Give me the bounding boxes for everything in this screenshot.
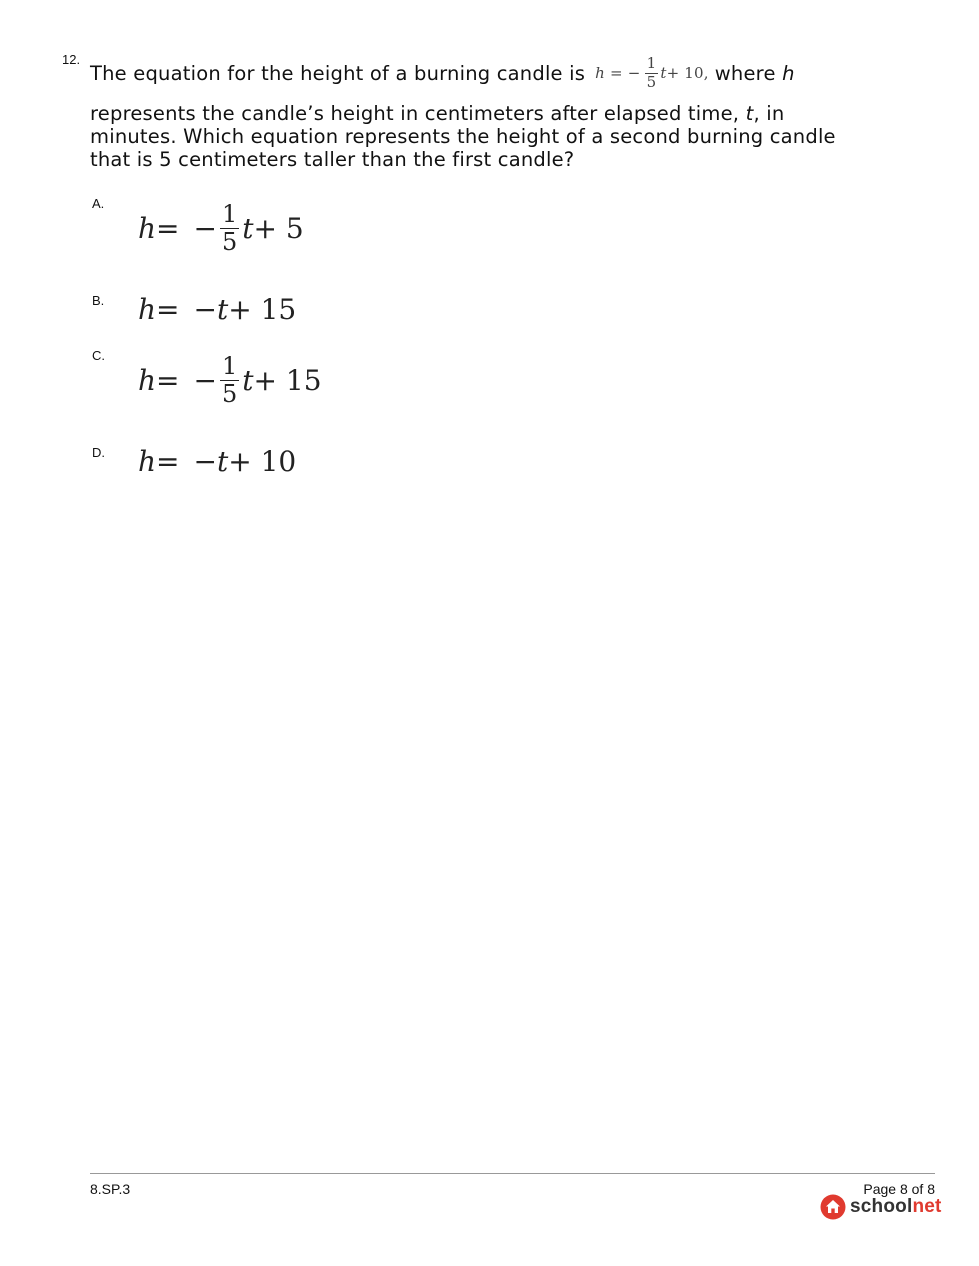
option-a-letter[interactable]: A. [92, 196, 105, 211]
stem-eq-denominator: 5 [646, 72, 657, 91]
stem-first-line [90, 53, 850, 91]
stem-eq-var: t [660, 63, 667, 82]
logo-text-net: net [912, 1196, 942, 1217]
logo-wordmark [850, 1196, 942, 1218]
footer-divider [90, 1173, 935, 1174]
option-a-lhs: h [138, 212, 157, 246]
option-a-var: t [242, 212, 254, 246]
stem-text-line2a: represents the candle’s height in centimeters after elapsed time, [90, 102, 740, 125]
option-c-fraction [220, 354, 239, 407]
stem-eq-numerator: 1 [646, 53, 657, 72]
stem-var-h: h [782, 61, 795, 85]
option-a-sign: − [193, 212, 217, 246]
option-c-letter[interactable]: C. [92, 348, 105, 363]
option-d-equation[interactable] [138, 445, 296, 478]
option-b-equals: = [156, 293, 180, 326]
option-b-var: t [216, 293, 229, 326]
option-c-numerator: 1 [221, 352, 238, 380]
stem-rest [90, 102, 850, 171]
option-a-denominator: 5 [221, 228, 238, 257]
option-a-tail: + 5 [253, 212, 304, 246]
option-c-tail: + 15 [253, 364, 322, 398]
option-a-numerator: 1 [221, 200, 238, 228]
stem-text-where: where [714, 61, 776, 85]
option-c-lhs: h [138, 364, 157, 398]
stem-eq-comma: , [703, 63, 709, 82]
option-b-letter[interactable]: B. [92, 293, 105, 308]
option-b-sign: − [193, 293, 217, 326]
option-c-denominator: 5 [221, 380, 238, 409]
footer-standard: 8.SP.3 [90, 1181, 131, 1197]
option-b-lhs: h [138, 293, 157, 326]
stem-text-intro: The equation for the height of a burning candle is [90, 61, 586, 85]
house-icon [820, 1194, 846, 1220]
option-d-sign: − [193, 445, 217, 478]
option-d-var: t [216, 445, 229, 478]
option-c-equation[interactable] [138, 354, 322, 407]
option-d-lhs: h [138, 445, 157, 478]
option-a-equals: = [156, 212, 180, 246]
option-c-equals: = [156, 364, 180, 398]
option-a-equation[interactable] [138, 202, 304, 255]
stem-eq-fraction [645, 53, 659, 91]
question-number: 12. [62, 52, 81, 67]
option-a-fraction [220, 202, 239, 255]
option-b-tail: + 15 [228, 293, 297, 326]
option-d-letter[interactable]: D. [92, 445, 105, 460]
stem-eq-tail: + 10 [666, 63, 704, 82]
stem-eq-equals: = [610, 63, 623, 82]
stem-text-line2b: , in minutes. Which equation represents the height of a second burning candle that is 5 centimeters taller than the first candle? [90, 102, 836, 171]
option-d-tail: + 10 [228, 445, 297, 478]
logo-text-school: school [850, 1196, 913, 1217]
footer-page-number: Page 8 of 8 [863, 1181, 935, 1197]
option-d-equals: = [156, 445, 180, 478]
schoolnet-logo [820, 1194, 942, 1220]
option-c-var: t [242, 364, 254, 398]
question-stem [90, 53, 850, 171]
stem-eq-sign: − [627, 63, 641, 82]
option-b-equation[interactable] [138, 293, 296, 326]
stem-var-t: t [745, 102, 754, 125]
stem-eq-lhs: h [595, 63, 606, 82]
stem-equation [595, 53, 709, 91]
option-c-sign: − [193, 364, 217, 398]
